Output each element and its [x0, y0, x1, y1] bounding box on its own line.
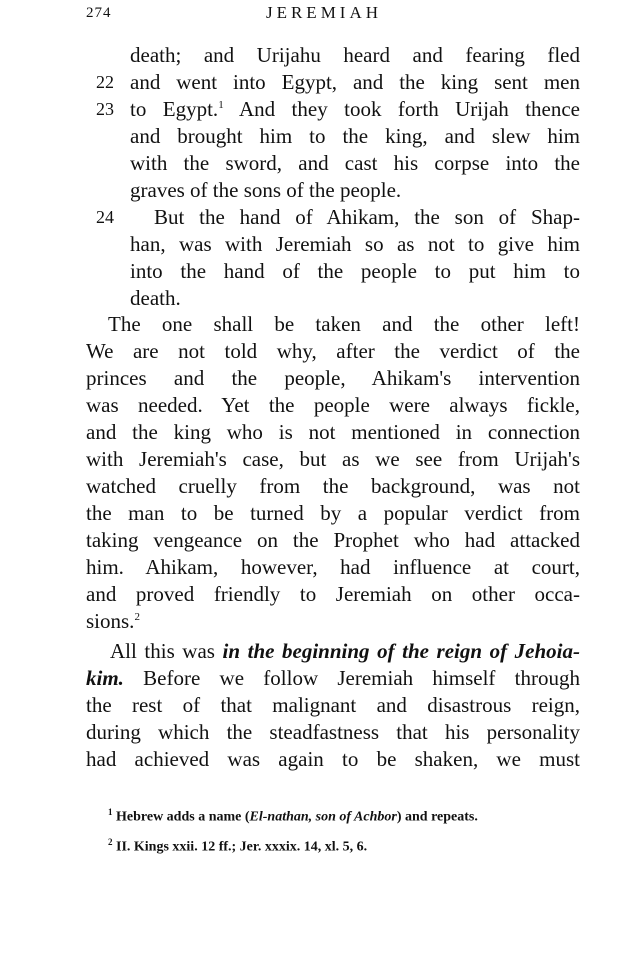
paragraph-jehoiakim: All this was in the beginning of the reign of Jehoia- kim. Before we follow Jeremiah himself through the rest of that malignant and disastrous reign, during which the steadfastness that his personality had achieved was again to be shaken, we must	[86, 639, 580, 771]
verse-line: 24 But the hand of Ahikam, the son of Shap-	[96, 205, 580, 229]
verse-number: 23	[96, 99, 114, 119]
verse-line: graves of the sons of the people.	[130, 178, 402, 202]
footnote-ref: 1	[218, 99, 224, 111]
verse-number: 22	[96, 72, 114, 92]
footnotes	[108, 800, 584, 859]
verse-line: 23 to Egypt.$^1$ And they took forth Urijah thence	[96, 97, 581, 121]
footnote-ref: 2	[134, 611, 140, 623]
verse-block	[86, 42, 580, 312]
footnote-1: $^1$ Hebrew adds a name (El-nathan, son of Achbor) and repeats.	[108, 807, 478, 825]
verse-line: death; and Urijahu heard and fearing fled	[130, 43, 580, 67]
page-number: 274	[86, 5, 112, 21]
running-head: JEREMIAH	[265, 3, 383, 22]
verse-line: and brought him to the king, and slew him	[130, 124, 580, 148]
verse-line: with the sword, and cast his corpse into the	[130, 151, 580, 175]
verse-line: han, was with Jeremiah so as not to give him	[130, 232, 580, 256]
verse-line: 22 and went into Egypt, and the king sent men	[96, 70, 580, 94]
verse-line: death.	[130, 286, 181, 310]
footnote-2: $^2$ II. Kings xxii. 12 ff.; Jer. xxxix. 14, xl. 5, 6.	[108, 836, 368, 855]
verse-line: into the hand of the people to put him to	[130, 259, 580, 283]
paragraph-commentary: The one shall be taken and the other left! We are not told why, after the verdict of the princes and the people, Ahikam's intervention was needed. Yet the people were always fickle, and the king who is not mentioned in connection with Jeremiah's case, but as we see from Urijah's watched cruelly from the background, was not the man to be turned by a popular verdict from taking vengeance on the Prophet who had attacked him. Ahikam, however, had influence at court, and proved friendly to Jeremiah on other occa- sions.$^2$	[86, 312, 580, 633]
verse-number: 24	[96, 207, 114, 227]
